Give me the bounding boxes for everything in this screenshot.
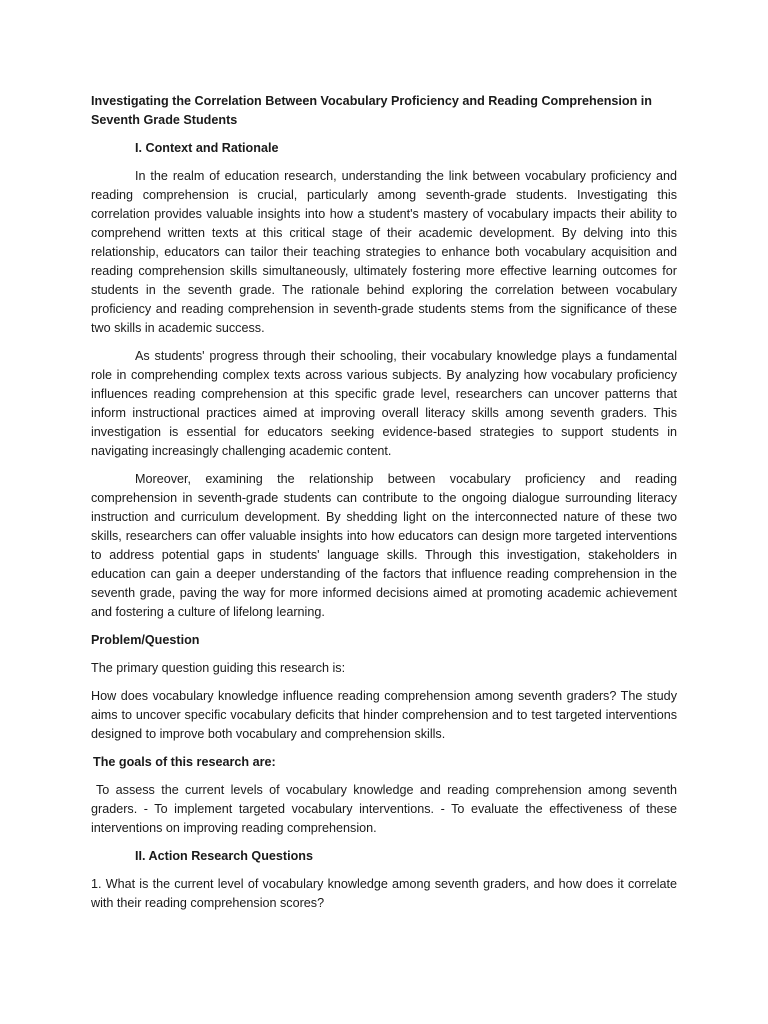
research-question-1: 1. What is the current level of vocabulary knowledge among seventh graders, and how does it correlate with their reading comprehension scores? xyxy=(91,877,677,910)
problem-heading: Problem/Question xyxy=(91,633,200,647)
goals-text: To assess the current levels of vocabulary knowledge and reading comprehension among seventh graders. - To implement targeted vocabulary interventions. - To evaluate the effectiveness of these interventions on improving reading comprehension. xyxy=(91,783,677,835)
goals-heading: The goals of this research are: xyxy=(93,755,276,769)
context-paragraph-3: Moreover, examining the relationship between vocabulary proficiency and reading comprehension in seventh-grade students can contribute to the ongoing dialogue surrounding literacy instruction and curriculum development. By shedding light on the interconnected nature of these two skills, researchers can offer valuable insights into how educators can design more targeted interventions to address potential gaps in students' language skills. Through this investigation, stakeholders in education can gain a deeper understanding of the factors that influence reading comprehension in the seventh grade, paving the way for more informed decisions aimed at promoting academic achievement and fostering a culture of lifelong learning. xyxy=(91,472,677,619)
context-paragraph-1: In the realm of education research, understanding the link between vocabulary proficiency and reading comprehension is crucial, particularly among seventh-grade students. Investigating this correlation provides valuable insights into how a student's mastery of vocabulary impacts their ability to comprehend written texts at this critical stage of their academic development. By delving into this relationship, educators can tailor their teaching strategies to enhance both vocabulary acquisition and reading comprehension skills simultaneously, ultimately fostering more effective learning outcomes for students in the seventh grade. The rationale behind exploring the correlation between vocabulary proficiency and reading comprehension in seventh-grade students stems from the significance of these two skills in academic success. xyxy=(91,169,677,335)
problem-question: How does vocabulary knowledge influence reading comprehension among seventh graders? The study aims to uncover specific vocabulary deficits that hinder comprehension and to test targeted interventions designed to improve both vocabulary and comprehension skills. xyxy=(91,689,677,741)
document-title: Investigating the Correlation Between Vocabulary Proficiency and Reading Comprehension in Seventh Grade Students xyxy=(91,94,652,127)
context-paragraph-2: As students' progress through their schooling, their vocabulary knowledge plays a fundamental role in comprehending complex texts across various subjects. By analyzing how vocabulary proficiency influences reading comprehension at this specific grade level, researchers can uncover patterns that inform instructional practices aimed at improving overall literacy skills among seventh graders. This investigation is essential for educators seeking evidence-based strategies to support students in navigating increasingly challenging academic content. xyxy=(91,349,677,458)
section-heading-action-questions: II. Action Research Questions xyxy=(135,849,313,863)
problem-intro: The primary question guiding this research is: xyxy=(91,661,346,675)
document-page xyxy=(91,92,677,922)
section-heading-context: I. Context and Rationale xyxy=(135,141,279,155)
